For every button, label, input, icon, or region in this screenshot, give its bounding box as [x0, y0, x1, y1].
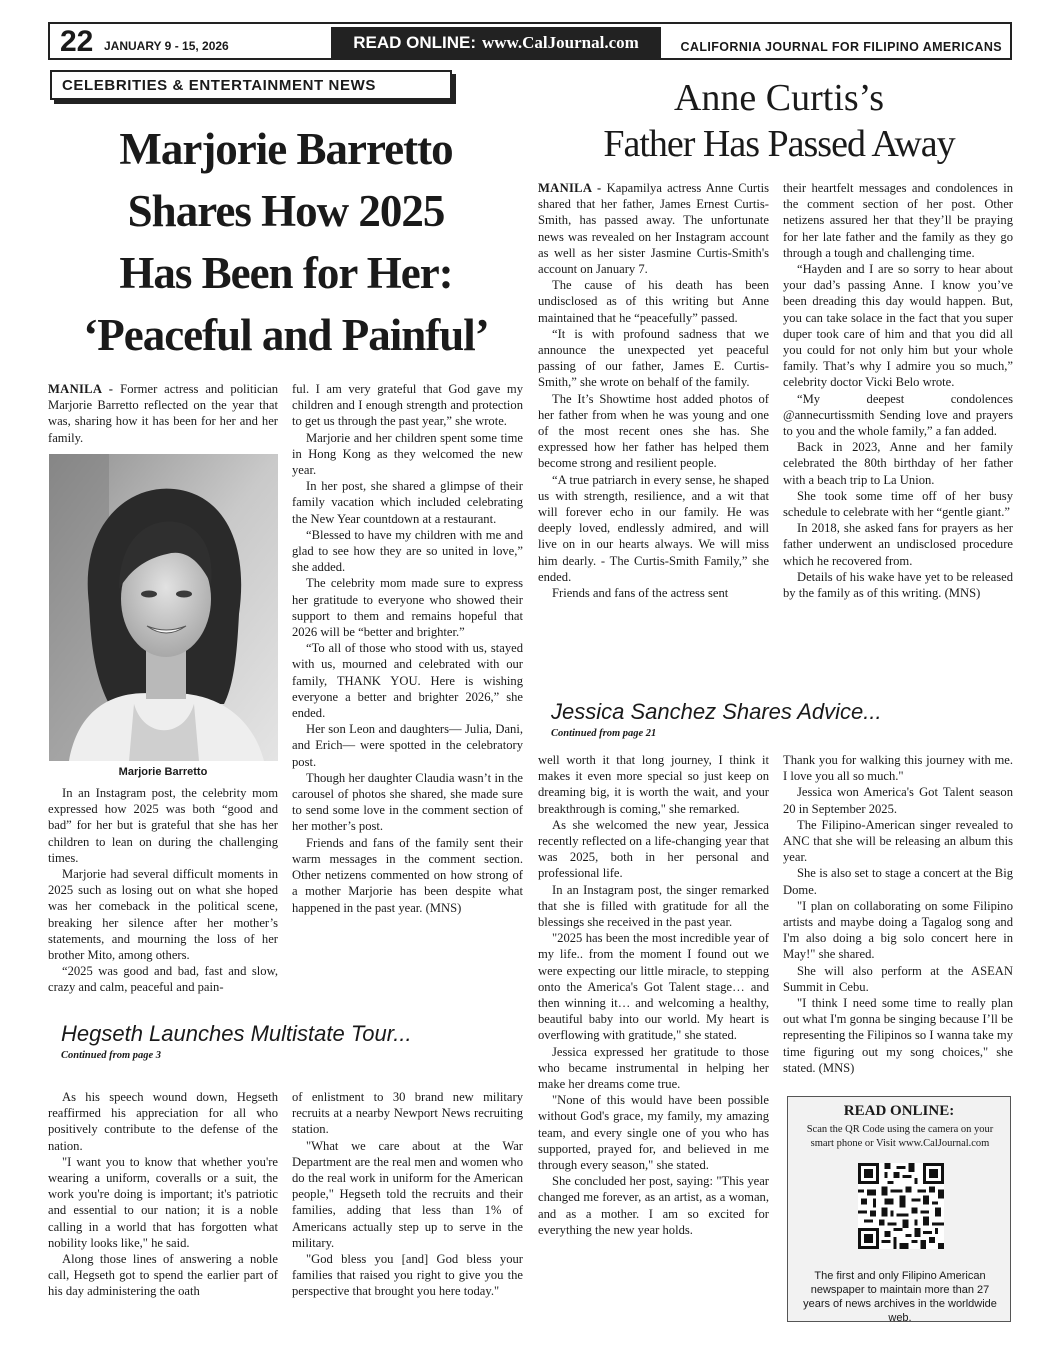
paragraph: “My deepest condolences @annecurtissmith Sending love and prayers to you and the whole family,” a fan added.	[783, 391, 1013, 439]
paragraph: Though her daughter Claudia wasn’t in the carousel of photos she shared, she made sure to send some love in the comment section of her mother’s post.	[292, 770, 523, 834]
hegseth-continued-note: Continued from page 3	[61, 1050, 162, 1061]
paragraph: The celebrity mom made sure to express her gratitude to everyone who showed their support to them and remains hopeful that 2026 will be “better and brighter.”	[292, 576, 523, 640]
issue-date: JANUARY 9 - 15, 2026	[104, 39, 229, 53]
paragraph: Jessica expressed her gratitude to those who became instrumental in helping her make her dreams come true.	[538, 1044, 769, 1092]
qr-code-icon[interactable]	[858, 1163, 944, 1249]
paragraph: She will also perform at the ASEAN Summit in Cebu.	[783, 963, 1013, 994]
paragraph: “It is with profound sadness that we announce the unexpected yet peaceful passing of our father, James E. Curtis-Smith,” she wrote on behalf of the family.	[538, 326, 769, 390]
paragraph: of enlistment to 30 brand new military recruits at a nearby Newport News recruiting station.	[292, 1090, 523, 1137]
paragraph: In her post, she shared a glimpse of their family vacation which included celebrating the New Year countdown at a restaurant.	[292, 479, 523, 526]
marjorie-photo	[49, 454, 278, 761]
paragraph: She took some time off of her busy schedule to celebrate with her “gentle giant.”	[783, 488, 1013, 520]
lead-text: Kapamilya actress Anne Curtis shared that her father, James Ernest Curtis-Smith, has passed away. The unfortunate news was revealed on her Instagram account as well as her sister Jasmine Curtis-Smith's account on January 7.	[538, 181, 770, 277]
paragraph: well worth it that long journey, I think it makes it even more special so just keep on dreaming big, it is worth the wait, and your breakthrough is coming," she remarked.	[538, 753, 769, 816]
paragraph: Her son Leon and daughters— Julia, Dani, and Erich— were spotted in the celebratory post.	[292, 722, 523, 769]
page-number: 22	[60, 25, 94, 58]
paragraph: Along those lines of answering a noble call, Hegseth got to spend the earlier part of his day administering the oath	[48, 1252, 278, 1299]
paragraph: their heartfelt messages and condolences in the comment section of her post. Other netizens assured her that they’ll be praying for her late father and the family as they go through a tough and challenging time.	[783, 181, 1013, 260]
section-label: CELEBRITIES & ENTERTAINMENT NEWS	[50, 70, 452, 100]
paragraph: "2025 has been the most incredible year of my life.. from the moment I found out we were expecting our little miracle, to stepping onto the America's Got Talent stage… and then winning it… and welcoming a healthy, beautiful baby into our world. My heart is overflowing with gratitude," she stated.	[538, 931, 769, 1043]
paragraph: In an Instagram post, the celebrity mom expressed how 2025 was both “good and bad” for her but is grateful that she has her children to lean on during the challenging times.	[48, 786, 278, 865]
paragraph: The cause of his death has been undisclosed as of this writing but Anne maintained that he “peacefully” passed.	[538, 278, 769, 325]
paragraph: "I want you to know that whether you're wearing a uniform, coveralls or a suit, the work you're doing is important; it's patriotic and essential to our nation; it is a noble calling in a world that has forgotten what nobility looks like," he said.	[48, 1154, 278, 1250]
jessica-column-2	[783, 752, 1013, 1076]
paragraph: She is also set to stage a concert at the Big Dome.	[783, 866, 1013, 897]
anne-headline-line1: Anne Curtis’s	[673, 77, 885, 119]
paragraph: Thank you for walking this journey with me. I love you all so much."	[783, 753, 1013, 784]
paragraph: "I plan on collaborating on some Filipino artists and maybe doing a Tagalog song and I'm also doing a big solo concert here in May!" she shared.	[783, 898, 1013, 962]
paragraph: ful. I am very grateful that God gave my children and I enough strength and protection to get us through the past year,” she wrote.	[292, 382, 523, 429]
paragraph: Details of his wake have yet to be released by the family as of this writing. (MNS)	[783, 569, 1013, 601]
paragraph: Friends and fans of the family sent their warm messages in the comment section. Other netizens commented on how strong of a mother Marjorie has been despite what happened in the past year. (MNS)	[292, 835, 523, 915]
paper-name: CALIFORNIA JOURNAL FOR FILIPINO AMERICANS	[680, 40, 1002, 54]
marjorie-column-1	[48, 785, 278, 996]
headline-line: ‘Peaceful and Painful’	[83, 310, 489, 360]
paragraph: "None of this would have been possible without God's grace, my family, my amazing team, and every single one of you who has supported, prayed for, and believed in me through every season," she stated.	[538, 1093, 769, 1173]
marjorie-headline	[48, 118, 524, 366]
paragraph: As she welcomed the new year, Jessica recently reflected on a life-changing year that was 2025, both in her personal and professional life.	[538, 817, 769, 881]
lead-text: Former actress and politician Marjorie Barretto reflected on the year that was, sharing how it has been for her and her family.	[48, 382, 278, 445]
read-online-box-title: READ ONLINE:	[843, 1103, 955, 1119]
paragraph: “Hayden and I are so sorry to hear about your dad’s passing Anne. I know you’ve been dreading this day would happen. But, you can take solace in the fact that you super duper took care of him and that you did all you could for not only him but your whole family. That’s why I admire you so much,” celebrity doctor Vicki Belo wrote.	[783, 262, 1013, 390]
marjorie-lead	[48, 381, 278, 446]
paragraph: "What we care about at the War Department are the real men and women who do the real work in uniform for the American people," Hegseth told the recruits and their families, adding that less than 1% of Americans actually step up to serve in the military.	[292, 1138, 523, 1250]
paragraph: Jessica won America's Got Talent season 20 in September 2025.	[783, 785, 1013, 816]
anne-column-2	[783, 180, 1013, 601]
photo-caption: Marjorie Barretto	[118, 766, 208, 778]
paragraph: As his speech wound down, Hegseth reaffirmed his appreciation for all who positively contribute to the defense of the nation.	[48, 1090, 278, 1153]
paragraph: "I think I need some time to really plan out what I'm gonna be singing because I’ll be representing the Filipinos so I wanna take my time figuring out my song choices," she stated. (MNS)	[783, 996, 1013, 1075]
read-online-banner[interactable]	[331, 27, 661, 59]
hegseth-column-1	[48, 1089, 278, 1300]
read-online-url[interactable]: www.CalJournal.com	[482, 33, 639, 52]
headline-line: Has Been for Her:	[119, 248, 453, 298]
paragraph: “A true patriarch in every sense, he shaped us with strength, resilience, and a wit that will forever echo in our family. He was deeply loved, endlessly admired, and will live on in our hearts always. We will miss him dearly. - The Curtis-Smith Family,” she ended.	[538, 472, 769, 584]
headline-line: Shares How 2025	[127, 186, 445, 236]
read-online-box	[787, 1096, 1011, 1322]
paragraph: Marjorie and her children spent some time in Hong Kong as they welcomed the new year.	[292, 430, 523, 478]
jessica-continued-note: Continued from page 21	[551, 728, 657, 739]
paragraph: Friends and fans of the actress sent	[552, 586, 729, 601]
paragraph: The It’s Showtime host added photos of her father from when he was young and one of the most recent ones she has. She expressed how her father has helped them become strong and resilient people.	[538, 391, 769, 471]
paragraph: "God bless you [and] God bless your families that raised you right to give you the perspective that brought you here today."	[292, 1252, 523, 1299]
portrait-image	[49, 454, 278, 761]
paragraph: “To all of those who stood with us, stayed with us, mourned and celebrated with our family, THANK YOU. Here is wishing everyone a better and brighter 2026,” she ended.	[292, 641, 523, 721]
read-online-box-footer: The first and only Filipino American newspaper to maintain more than 27 years of news archives in the worldwide web.	[803, 1270, 997, 1324]
dateline: MANILA -	[48, 382, 114, 396]
paragraph: “Blessed to have my children with me and glad to see how they are so united in love,” she added.	[292, 527, 523, 575]
jessica-column-1	[538, 752, 769, 1238]
paragraph: “2025 was good and bad, fast and slow, crazy and calm, peaceful and pain-	[48, 964, 278, 995]
paragraph: The Filipino-American singer revealed to ANC that she will be releasing an album this year.	[783, 817, 1013, 865]
paragraph: Back in 2023, Anne and her family celebrated the 80th birthday of her father with a beach trip to La Union.	[783, 440, 1013, 487]
read-online-box-description: Scan the QR Code using the camera on your smart phone or Visit www.CalJournal.com	[806, 1124, 994, 1149]
hegseth-title: Hegseth Launches Multistate Tour...	[61, 1021, 412, 1046]
paragraph: Marjorie had several difficult moments in 2025 such as losing out on what she hoped was her comeback in the political scene, breaking her silence after her mother’s statements, and mourning the loss of her brother Mito, among others.	[48, 867, 278, 963]
paragraph: In an Instagram post, the singer remarked that she is filled with gratitude for all the blessings she received in the past year.	[538, 882, 769, 930]
jessica-title: Jessica Sanchez Shares Advice...	[551, 699, 882, 724]
hegseth-column-2	[292, 1089, 523, 1300]
dateline: MANILA -	[538, 181, 602, 195]
paragraph: In 2018, she asked fans for prayers as her father underwent an undisclosed procedure which he recovered from.	[783, 521, 1013, 568]
headline-line: Marjorie Barretto	[119, 124, 453, 174]
anne-headline-line2: Father Has Passed Away	[603, 123, 955, 165]
anne-column-1	[538, 180, 769, 601]
marjorie-column-2	[292, 381, 523, 916]
read-online-label: READ ONLINE:	[353, 33, 476, 52]
paragraph: She concluded her post, saying: "This year changed me forever, as an artist, as a woman, and as a mother. I am so excited for everything the new year holds.	[538, 1174, 769, 1237]
